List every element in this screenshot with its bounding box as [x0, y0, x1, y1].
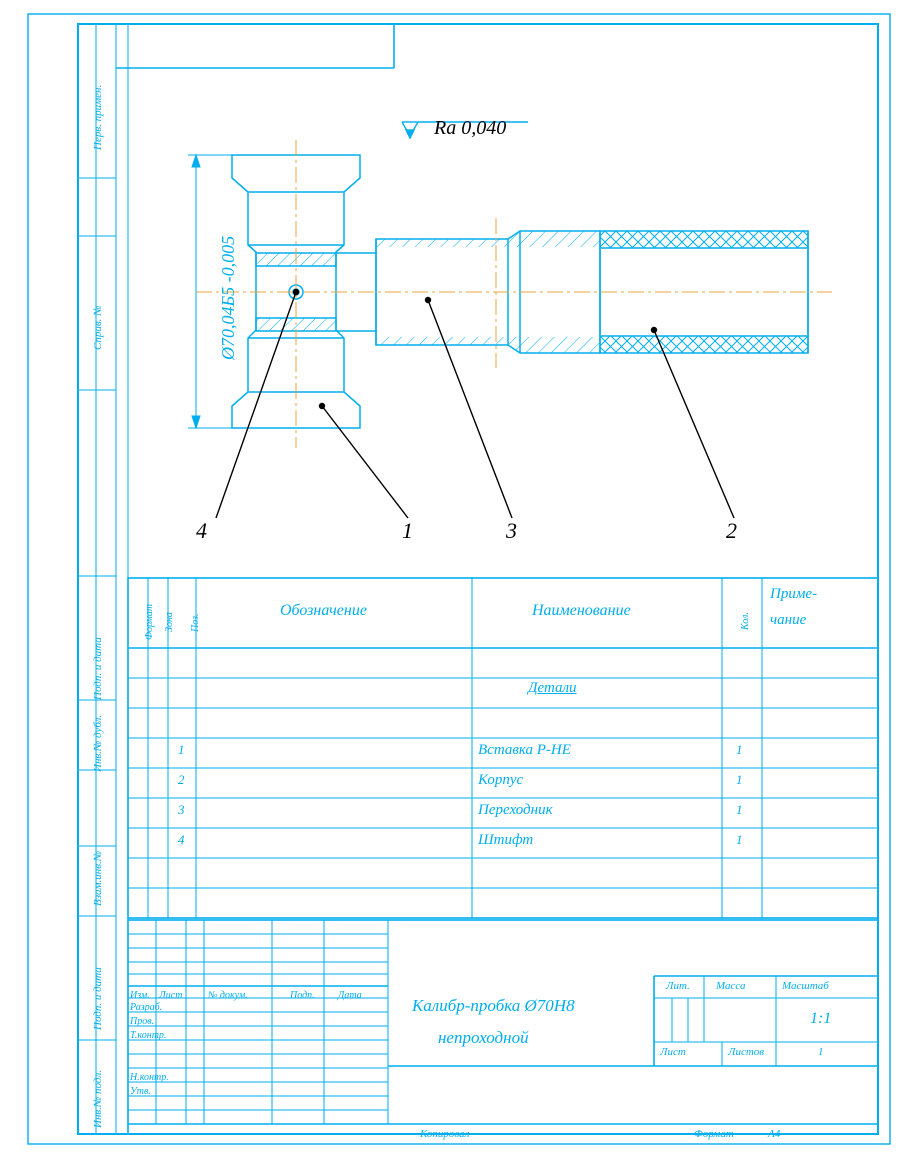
spec-header-zone: Зона	[164, 612, 175, 632]
spec-section-title: Детали	[528, 680, 577, 696]
spec-row-pos-2: 2	[178, 772, 185, 787]
tb-format-label: Формат	[694, 1128, 734, 1140]
spec-header-note-line1: Приме-	[770, 586, 818, 602]
spec-header-format: Формат	[144, 603, 155, 640]
spec-header-pos: Поз.	[190, 613, 201, 632]
tb-role-utv: Утв.	[130, 1086, 151, 1097]
spec-row-name-2: Корпус	[478, 772, 524, 788]
callout-1: 1	[402, 518, 413, 543]
side-label-inv-podl: Инв.№ подл.	[92, 1069, 104, 1128]
tb-role-nkontr: Н.контр.	[130, 1072, 169, 1083]
spec-header-designation: Обозначение	[280, 602, 367, 619]
tb-role-razrab: Разраб.	[130, 1002, 163, 1013]
spec-header-name: Наименование	[532, 602, 631, 619]
tb-title-line1: Калибр-пробка Ø70Н8	[412, 996, 575, 1015]
tb-col-dokum: № докум.	[208, 990, 248, 1001]
spec-row-qty-1: 1	[736, 742, 743, 757]
spec-row-qty-4: 1	[736, 832, 743, 847]
spec-row-pos-4: 4	[178, 832, 185, 847]
spec-row-name-1: Вставка Р-НЕ	[478, 742, 571, 758]
side-label-podp-data-1: Подп. и дата	[92, 637, 104, 700]
tb-col-izm: Изм.	[130, 990, 150, 1001]
spec-row-name-4: Штифт	[478, 832, 534, 848]
spec-row-pos-1: 1	[178, 742, 185, 757]
tb-sheet-label: Лист	[660, 1046, 686, 1058]
side-label-sprav-no: Справ. №	[92, 305, 104, 350]
tb-format-value: А4	[768, 1128, 781, 1140]
spec-row-name-3: Переходник	[478, 802, 553, 818]
tb-copier-label: Копировал	[420, 1128, 470, 1140]
tb-scale-value: 1:1	[810, 1010, 832, 1027]
side-label-podp-data-2: Подп. и дата	[92, 967, 104, 1030]
tb-col-podp: Подп.	[290, 990, 315, 1001]
spec-header-qty: Кол.	[740, 612, 751, 630]
tb-col-data: Дата	[338, 990, 362, 1001]
tb-role-prov: Пров.	[130, 1016, 155, 1027]
spec-row-pos-3: 3	[178, 802, 185, 817]
side-label-inv-dubl: Инв.№ дубл.	[92, 714, 104, 772]
side-label-vzam-inv: Взам.инв.№	[92, 850, 104, 906]
callout-3: 3	[506, 518, 517, 543]
callout-2: 2	[726, 518, 737, 543]
side-label-perv-primen: Перв. примен.	[92, 84, 104, 150]
spec-row-qty-3: 1	[736, 802, 743, 817]
surface-finish-label: Ra 0,040	[434, 117, 507, 139]
tb-mass-label: Масса	[716, 980, 746, 992]
tb-col-list: Лист	[159, 990, 183, 1001]
tb-sheets-value: 1	[818, 1046, 824, 1058]
callout-4: 4	[196, 518, 207, 543]
tb-scale-label: Масштаб	[782, 980, 829, 992]
tb-title-line2: непроходной	[438, 1028, 529, 1047]
spec-header-note-line2: чание	[770, 612, 807, 628]
tb-sheets-label: Листов	[728, 1046, 765, 1058]
tb-lit-label: Лит.	[666, 980, 690, 992]
spec-row-qty-2: 1	[736, 772, 743, 787]
tb-role-tkontr: Т.контр.	[130, 1030, 167, 1041]
diameter-dimension-label: Ø70,04Б5 -0,005	[218, 235, 238, 360]
